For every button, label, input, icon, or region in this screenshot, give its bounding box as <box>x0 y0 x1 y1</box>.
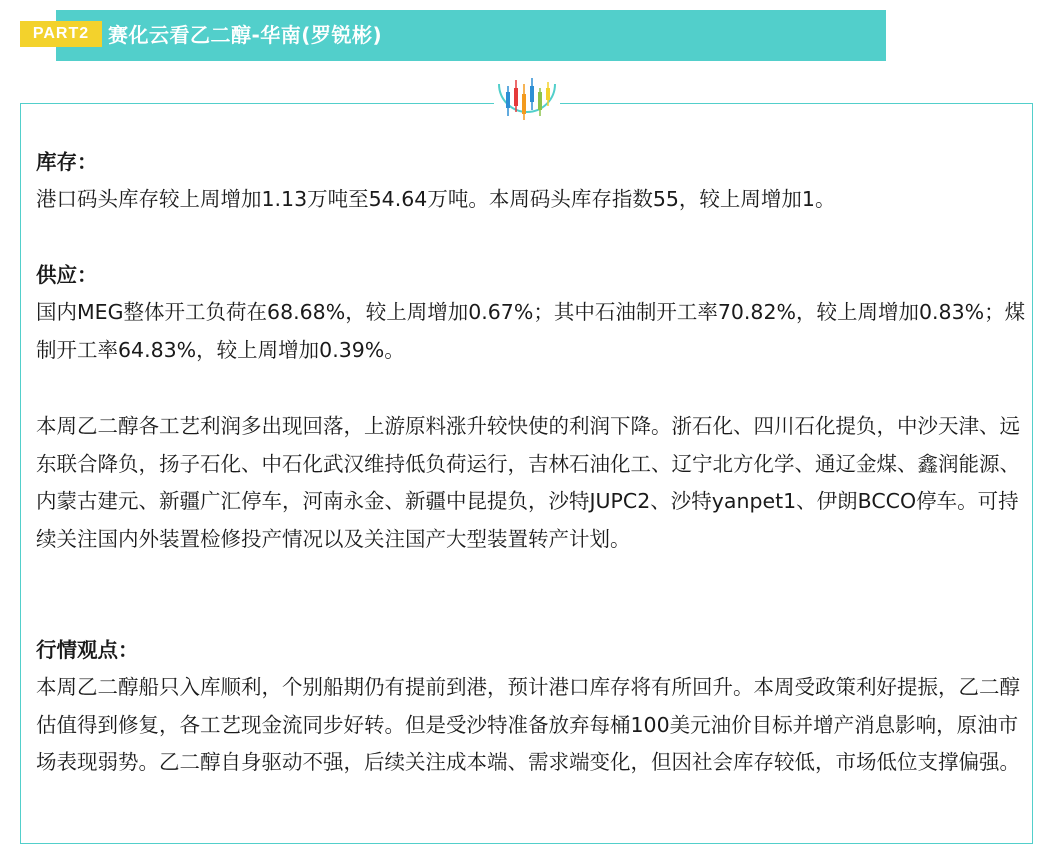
inventory-text: 港口码头库存较上周增加1.13万吨至54.64万吨。本周码头库存指数55，较上周增加1。 <box>36 187 836 211</box>
process-profit-paragraph: 本周乙二醇各工艺利润多出现回落，上游原料涨升较快使的利润下降。浙石化、四川石化提负，中沙天津、远东联合降负，扬子石化、中石化武汉维持低负荷运行，吉林石油化工、辽宁北方化学、通辽金煤、鑫润能源、内蒙古建元、新疆广汇停车，河南永金、新疆中昆提负，沙特JUPC2、沙特yanpet1、伊朗BCCO停车。可持续关注国内外装置检修投产情况以及关注国产大型装置转产计划。 <box>36 414 1020 551</box>
market-view-heading: 行情观点： <box>36 638 139 662</box>
section-title: 赛化云看乙二醇-华南(罗锐彬) <box>108 23 383 47</box>
part-tag: PART2 <box>20 21 102 47</box>
supply-heading: 供应： <box>36 263 98 287</box>
inventory-heading: 库存： <box>36 150 98 174</box>
market-view-text: 本周乙二醇船只入库顺利，个别船期仍有提前到港，预计港口库存将有所回升。本周受政策利好提振，乙二醇估值得到修复，各工艺现金流同步好转。但是受沙特准备放弃每桶100美元油价目标并增产消息影响，原油市场表现弱势。乙二醇自身驱动不强，后续关注成本端、需求端变化，但因社会库存较低，市场低位支撑偏强。 <box>36 675 1020 774</box>
supply-text: 国内MEG整体开工负荷在68.68%，较上周增加0.67%；其中石油制开工率70.82%，较上周增加0.83%；煤制开工率64.83%，较上周增加0.39%。 <box>36 300 1026 362</box>
candlestick-chart-icon <box>494 76 560 136</box>
